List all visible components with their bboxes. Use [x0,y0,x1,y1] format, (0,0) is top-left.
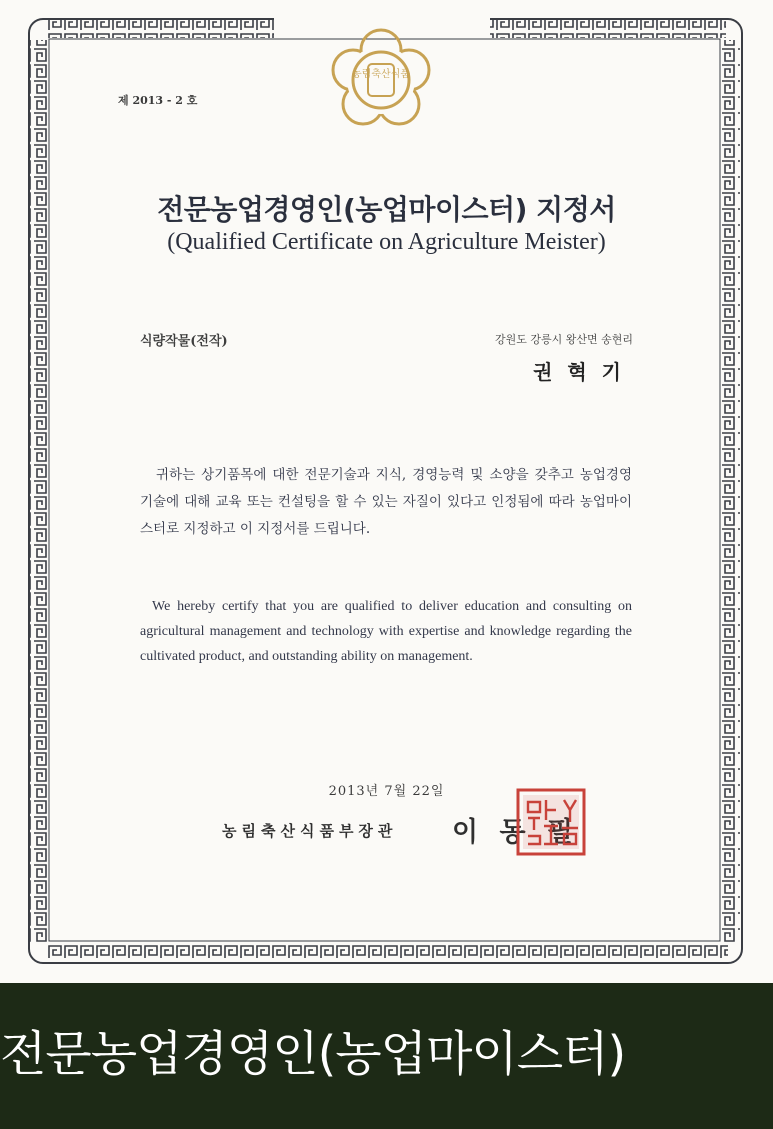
title-korean: 전문농업경영인(농업마이스터) 지정서 [157,193,616,226]
recipient-name: 권 혁 기 [533,360,625,384]
body-text-korean: 귀하는 상기품목에 대한 전문기술과 지식, 경영능력 및 소양을 갖추고 농업경영 기술에 대해 교육 또는 컨설팅을 할 수 있는 자질이 있다고 인정됨에 따라 농업마이스터로 지정하고 이 지정서를 드립니다. [140,467,632,537]
seal-text: 농림축산식품부장관인 [546,854,556,855]
recipient-address: 강원도 강릉시 왕산면 송현리 [494,333,633,346]
minister-title: 농림축산식품부장관 [222,822,398,840]
emblem-text: 농림축산식품 [352,69,410,80]
serial-number: 제 2013 - 2 호 [118,94,198,107]
caption-text: 전문농업경영인(농업마이스터) [0,1026,626,1082]
government-emblem [322,22,440,132]
official-seal [516,788,586,856]
title-english: (Qualified Certificate on Agriculture Meister) [167,229,606,255]
issue-date: 2013년 7월 22일 [328,784,445,799]
body-text-english: We hereby certify that you are qualified to deliver education and consulting on agricultural management and technology with expertise and knowledge regarding the cultivated product, and outstanding ability on management. [140,599,632,664]
caption-bar [0,983,773,1129]
minister-name: 이 동 필 [452,817,580,848]
crop-category: 식량작물(전작) [140,334,228,349]
